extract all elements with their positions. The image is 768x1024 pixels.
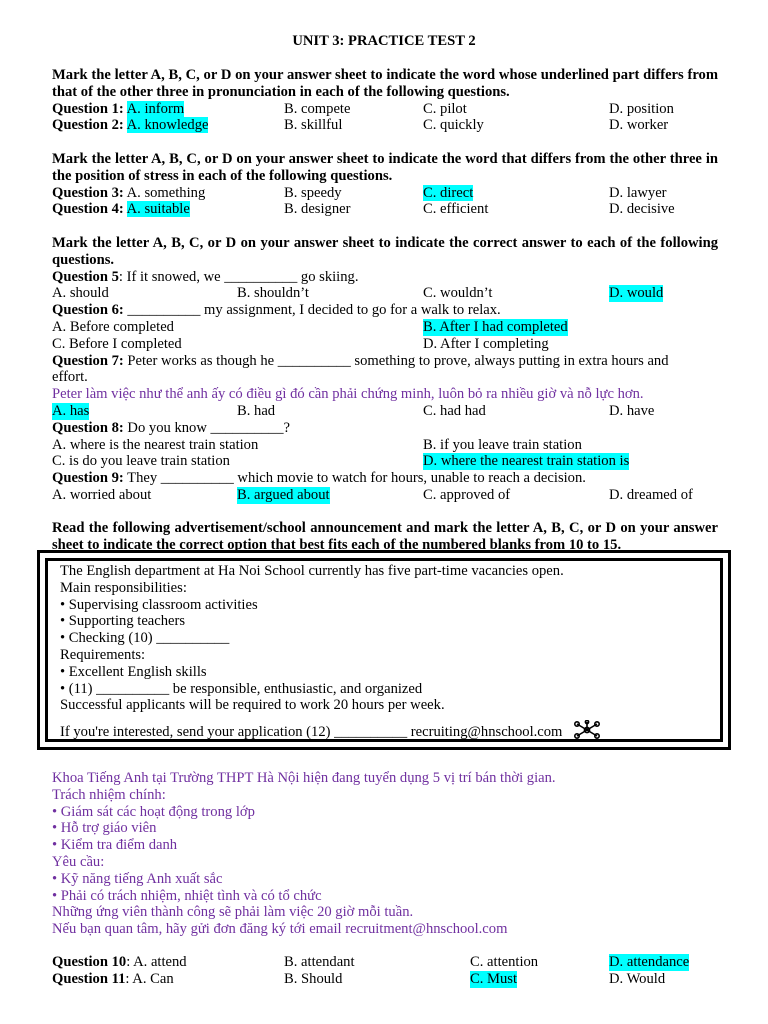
ad-line: • Supervising classroom activities	[60, 596, 258, 613]
option-d-correct: D. attendance	[609, 954, 690, 970]
translation-line: Yêu cầu:	[52, 853, 105, 870]
question-label: Question 8:	[52, 419, 124, 436]
option-d-correct: D. would	[609, 285, 664, 302]
question-10	[52, 954, 718, 971]
translation-line: • Kiểm tra điểm danh	[52, 837, 178, 854]
question-11	[52, 971, 718, 988]
question-7-translation: Peter làm việc như thể anh ấy có điều gì đó cần phải chứng minh, luôn bỏ ra nhiều giờ và nỗ lực hơn.	[52, 386, 644, 403]
option-a: A. Before completed	[52, 318, 174, 335]
option-c-correct: C. direct	[423, 184, 474, 201]
section-reading	[52, 520, 718, 554]
network-icon	[572, 720, 602, 740]
option-b: B. speedy	[284, 184, 342, 201]
option-c: C. quickly	[423, 117, 484, 134]
translation-line: Nếu bạn quan tâm, hãy gửi đơn đăng ký tới email recruitment@hnschool.com	[52, 921, 508, 938]
option-d: D. position	[609, 100, 674, 117]
option-b: B. compete	[284, 100, 351, 117]
question-1	[52, 101, 718, 118]
question-label: Question 9:	[52, 470, 124, 487]
option-b: B. shouldn’t	[237, 285, 309, 302]
option-d: D. have	[609, 402, 655, 419]
question-label: Question 11	[52, 970, 126, 987]
option-d: D. dreamed of	[609, 486, 693, 503]
option-a: A. where is the nearest train station	[52, 436, 259, 453]
question-sep: :	[126, 954, 131, 970]
ad-line: • Supporting teachers	[60, 613, 186, 630]
option-a: A. something	[126, 184, 206, 201]
question-2	[52, 117, 718, 134]
option-b: B. designer	[284, 201, 351, 218]
option-b-correct: B. argued about	[237, 486, 330, 503]
option-c: C. efficient	[423, 201, 489, 218]
option-d-correct: D. where the nearest train station is	[423, 453, 630, 470]
translation-line: • Phải có trách nhiệm, nhiệt tình và có tổ chức	[52, 887, 322, 904]
section-ad-questions	[52, 954, 718, 988]
question-4	[52, 201, 718, 218]
translation-line: Trách nhiệm chính:	[52, 786, 166, 803]
ad-line: Requirements:	[60, 646, 146, 663]
option-c: C. Before I completed	[52, 335, 182, 352]
section-instruction: Mark the letter A, B, C, or D on your answer sheet to indicate the word that differs from the other three in the position of stress in each of the following questions.	[52, 151, 718, 184]
question-3	[52, 185, 718, 202]
ad-line: Successful applicants will be required to work 20 hours per week.	[60, 697, 445, 714]
question-6-options-2	[52, 336, 718, 353]
translation-line: • Giám sát các hoạt động trong lớp	[52, 803, 255, 820]
question-text: Do you know __________?	[123, 419, 290, 436]
ad-line: Main responsibilities:	[60, 579, 187, 596]
advertisement-box	[37, 550, 731, 750]
option-c: C. is do you leave train station	[52, 453, 230, 470]
translation-line: Khoa Tiếng Anh tại Trường THPT Hà Nội hiện đang tuyển dụng 5 vị trí bán thời gian.	[52, 770, 556, 786]
question-text: __________ my assignment, I decided to go for a walk to relax.	[123, 302, 501, 319]
section-pronunciation	[52, 67, 718, 134]
option-d: D. Would	[609, 970, 666, 987]
ad-line: • Checking (10) __________	[60, 630, 230, 647]
question-8-options-1	[52, 437, 718, 454]
option-d: D. worker	[609, 117, 669, 134]
option-c: C. approved of	[423, 486, 511, 503]
translation-line: Những ứng viên thành công sẽ phải làm việc 20 giờ mỗi tuần.	[52, 904, 414, 921]
option-a-correct: A. inform	[126, 100, 185, 117]
option-c: C. had had	[423, 402, 486, 419]
section-instruction: Mark the letter A, B, C, or D on your answer sheet to indicate the word whose underlined part differs from that of the other three in pronunciation in each of the following questions.	[52, 67, 718, 100]
question-9-stem	[52, 470, 718, 487]
ad-line: • (11) __________ be responsible, enthusiastic, and organized	[60, 680, 423, 697]
question-8-options-2	[52, 453, 718, 470]
question-label: Question 7:	[52, 352, 124, 369]
question-label: Question 10	[52, 954, 127, 970]
question-8-stem	[52, 420, 718, 437]
option-b: B. attendant	[284, 954, 355, 970]
translation-line: • Kỹ năng tiếng Anh xuất sắc	[52, 870, 223, 887]
question-6-options-1	[52, 319, 718, 336]
option-b: B. had	[237, 402, 276, 419]
option-c-correct: C. Must	[470, 970, 518, 987]
section-grammar	[52, 235, 718, 504]
question-9-options	[52, 487, 718, 504]
ad-line: • Excellent English skills	[60, 663, 207, 680]
question-label: Question 5	[52, 268, 119, 285]
option-c: C. attention	[470, 954, 539, 970]
translation-line: • Hỗ trợ giáo viên	[52, 820, 157, 837]
ad-contact-line	[60, 720, 720, 741]
question-text: : If it snowed, we __________ go skiing.	[118, 268, 359, 285]
question-label: Question 6:	[52, 302, 124, 319]
question-7-options	[52, 403, 718, 420]
question-sep: :	[125, 970, 130, 987]
option-d: D. lawyer	[609, 184, 667, 201]
question-6-stem	[52, 302, 718, 319]
question-7-stem-cont: effort.	[52, 369, 88, 386]
option-d: D. After I completing	[423, 335, 549, 352]
question-7-stem	[52, 353, 718, 370]
question-label: Question 4:	[52, 201, 124, 218]
option-b: B. Should	[284, 970, 343, 987]
section-instruction: Read the following advertisement/school announcement and mark the letter A, B, C, or D on your answer sheet to indicate the correct option that best fits each of the numbered blanks from 10 to 15.	[52, 520, 718, 553]
section-stress	[52, 151, 718, 218]
question-5-stem	[52, 269, 718, 286]
advertisement-inner	[45, 558, 723, 742]
page-title: UNIT 3: PRACTICE TEST 2	[292, 33, 476, 49]
question-label: Question 3:	[52, 184, 124, 201]
ad-contact-text: If you're interested, send your application (12) __________ recruiting@hnschool.com	[60, 724, 563, 741]
option-c: C. wouldn’t	[423, 285, 493, 302]
question-label: Question 1:	[52, 100, 124, 117]
option-b: B. if you leave train station	[423, 436, 582, 453]
option-c: C. pilot	[423, 100, 467, 117]
option-b-correct: B. After I had completed	[423, 318, 568, 335]
question-5-options	[52, 285, 718, 302]
section-instruction: Mark the letter A, B, C, or D on your answer sheet to indicate the correct answer to each of the following questions.	[52, 235, 718, 268]
option-a-correct: A. suitable	[126, 201, 190, 218]
option-a: A. worried about	[52, 486, 152, 503]
translation-block	[52, 770, 718, 938]
option-a-correct: A. has	[52, 402, 90, 419]
ad-line: The English department at Ha Noi School currently has five part-time vacancies open.	[60, 563, 564, 579]
option-a-correct: A. knowledge	[126, 117, 209, 134]
question-text: Peter works as though he __________ something to prove, always putting in extra hours and	[123, 352, 669, 369]
option-d: D. decisive	[609, 201, 675, 218]
option-a: A. attend	[130, 954, 187, 970]
option-b: B. skillful	[284, 117, 343, 134]
question-text: They __________ which movie to watch for hours, unable to reach a decision.	[123, 470, 586, 487]
option-a: A. Can	[129, 970, 174, 987]
option-a: A. should	[52, 285, 109, 302]
question-label: Question 2:	[52, 117, 124, 134]
